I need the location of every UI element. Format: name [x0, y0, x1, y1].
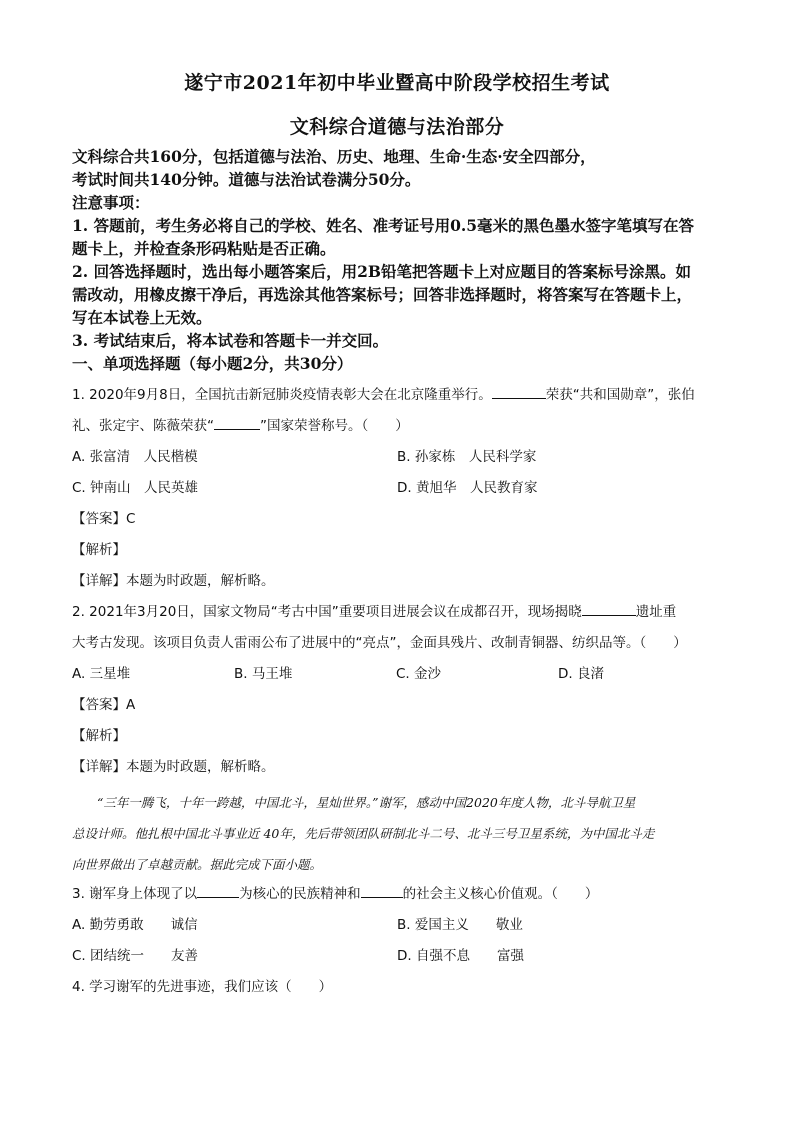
detail-line: 【详解】本题为时政题，解析略。 — [72, 573, 275, 589]
material-line: “三年一腾飞，十年一跨越，中国北斗，星灿世界。”谢军，感动中国2020年度人物，北斗导航卫星 — [97, 795, 636, 810]
answer-line: 【答案】C — [72, 511, 136, 527]
section-heading: 一、单项选择题（每小题2分，共30分） — [72, 354, 353, 373]
option-row — [72, 910, 732, 941]
option-b: B. 孙家栋 人民科学家 — [397, 449, 537, 465]
notice-item-1: 1. 答题前，考生务必将自己的学校、姓名、准考证号用0.5毫米的黑色墨水签字笔填写在答 — [72, 216, 695, 235]
intro-line: 考试时间共140分钟。道德与法治试卷满分50分。 — [72, 170, 421, 189]
option-c: C. 金沙 — [396, 666, 442, 682]
answer-line: 【答案】A — [72, 697, 136, 713]
answer-blank — [197, 883, 239, 898]
question-1-stem-cont: 礼、张定宇、陈薇荣获“ ”国家荣誉称号。（ ） — [72, 411, 732, 442]
answer-value: C — [126, 511, 136, 527]
option-b: B. 爱国主义 敬业 — [397, 917, 523, 933]
answer-blank — [214, 415, 260, 430]
question-3 — [72, 879, 732, 1003]
option-b: B. 马王堆 — [234, 666, 293, 682]
material-line: 总设计师。他扎根中国北斗事业近 40年，先后带领团队研制北斗二号、北斗三号卫星系统，为中国北斗走 — [72, 826, 655, 841]
exam-instructions — [72, 145, 732, 375]
question-1-stem: 1. 2020年9月8日，全国抗击新冠肺炎疫情表彰大会在北京隆重举行。 荣获“共和国勋章”，张伯 — [72, 380, 732, 411]
page-subtitle: 文科综合道德与法治部分 — [289, 116, 505, 138]
answer-blank — [361, 883, 403, 898]
answer-blank — [582, 601, 636, 616]
analysis-label: 【解析】 — [72, 728, 126, 744]
notice-item-2-cont: 写在本试卷上无效。 — [72, 308, 212, 327]
option-d: D. 良渚 — [558, 666, 604, 682]
notice-item-3: 3. 考试结束后，将本试卷和答题卡一并交回。 — [72, 331, 389, 350]
answer-blank — [492, 384, 546, 399]
notice-heading: 注意事项： — [72, 193, 150, 212]
question-1 — [72, 380, 732, 597]
material-line: 向世界做出了卓越贡献。据此完成下面小题。 — [72, 857, 323, 872]
notice-item-2: 2. 回答选择题时，选出每小题答案后，用2B铅笔把答题卡上对应题目的答案标号涂黑。如 — [72, 262, 691, 281]
reading-material — [72, 787, 732, 880]
option-a: A. 张富清 人民楷模 — [72, 449, 198, 465]
option-row — [72, 473, 732, 504]
question-2-stem-cont: 大考古发现。该项目负责人雷雨公布了进展中的“亮点”，金面具残片、改制青铜器、纺织品等。（ ） — [72, 635, 687, 651]
analysis-label: 【解析】 — [72, 542, 126, 558]
option-d: D. 黄旭华 人民教育家 — [397, 480, 538, 496]
question-2 — [72, 597, 732, 783]
option-row — [72, 941, 732, 972]
detail-line: 【详解】本题为时政题，解析略。 — [72, 759, 275, 775]
notice-item-2-cont: 需改动，用橡皮擦干净后，再选涂其他答案标号；回答非选择题时，将答案写在答题卡上， — [72, 285, 693, 304]
notice-item-1-cont: 题卡上，并检查条形码粘贴是否正确。 — [72, 239, 336, 258]
option-c: C. 钟南山 人民英雄 — [72, 480, 199, 496]
option-d: D. 自强不息 富强 — [397, 948, 524, 964]
option-row — [72, 442, 732, 473]
option-a: A. 三星堆 — [72, 666, 131, 682]
question-2-stem: 2. 2021年3月20日，国家文物局“考古中国”重要项目进展会议在成都召开，现场揭晓 遗址重 — [72, 597, 732, 628]
question-3-stem: 3. 谢军身上体现了以 为核心的民族精神和 的社会主义核心价值观。（ ） — [72, 879, 732, 910]
answer-value: A — [126, 697, 136, 713]
option-a: A. 勤劳勇敢 诚信 — [72, 917, 198, 933]
option-c: C. 团结统一 友善 — [72, 948, 199, 964]
question-4-stem: 4. 学习谢军的先进事迹，我们应该（ ） — [72, 979, 333, 995]
intro-line: 文科综合共160分，包括道德与法治、历史、地理、生命·生态·安全四部分， — [72, 147, 596, 166]
page-title: 遂宁市2021年初中毕业暨高中阶段学校招生考试 — [184, 72, 610, 94]
option-row — [72, 659, 732, 690]
